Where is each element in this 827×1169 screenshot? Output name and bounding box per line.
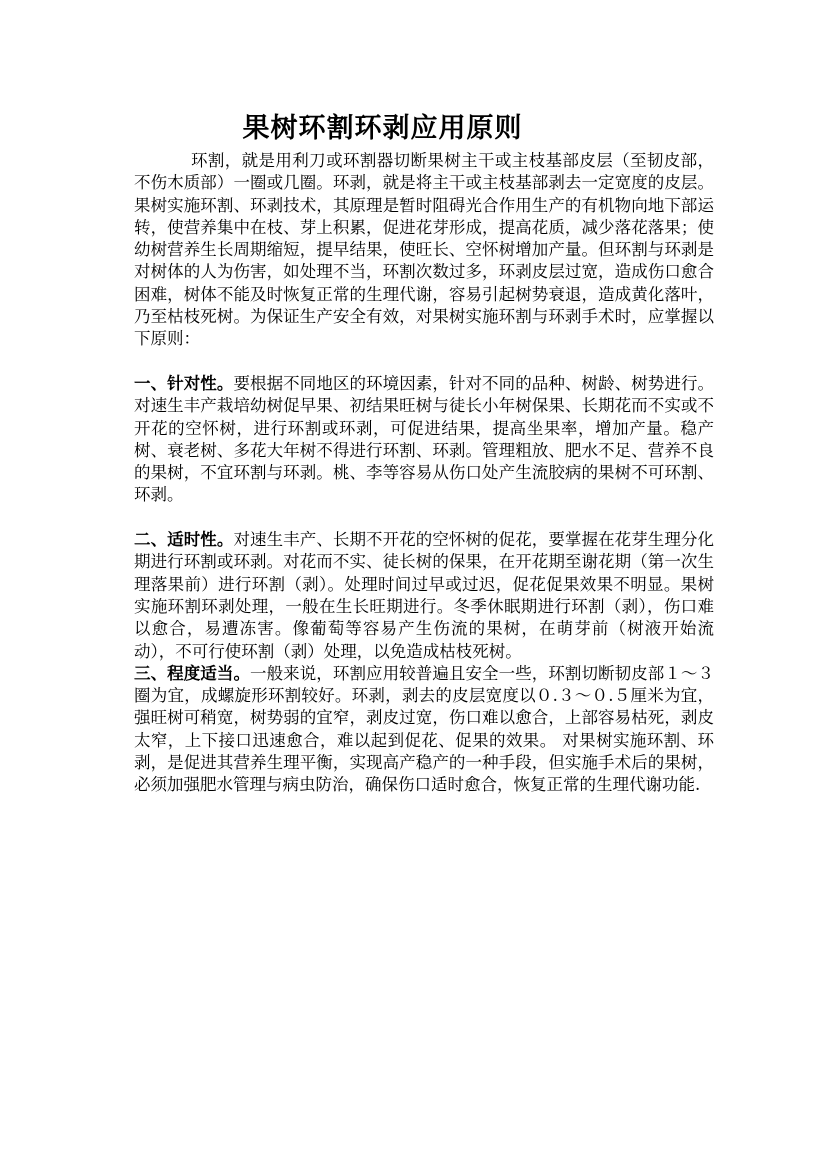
section-text-degree: 一般来说，环割应用较普遍且安全一些，环割切断韧皮部１～３圈为宜，成螺旋形环割较好。环剥，剥去的皮层宽度以０.３～０.５厘米为宜，强旺树可稍宽，树势弱的宜窄，剥皮过宽，伤口难以愈合，上部容易枯死，剥皮太窄，上下接口迅速愈合，难以起到促花、促果的效果。 对果树实施环割、环剥，是促进其营养生理平衡，实现高产稳产的一种手段，但实施手术后的果树，必须加强肥水管理与病虫防治，确保伤口适时愈合，恢复正常的生理代谢功能. (134, 663, 715, 795)
document-body (134, 150, 714, 797)
paragraph-spacer (134, 351, 714, 373)
section-text-timing: 对速生丰产、长期不开花的空怀树的促花，要掌握在花芽生理分化期进行环割或环剥。对花而不实、徒长树的保果，在开花期至谢花期（第一次生理落果前）进行环割（剥）。处理时间过早或过迟，促花促果效果不明显。果树实施环割环剥处理，一般在生长旺期进行。冬季休眠期进行环割（剥），伤口难以愈合，易遭冻害。像葡萄等容易产生伤流的果树，在萌芽前（树液开始流动），不可行使环割（剥）处理，以免造成枯枝死树。 (134, 530, 715, 661)
section-degree (134, 663, 714, 797)
document-title: 果树环割环剥应用原则 (242, 113, 523, 144)
section-heading-degree: 三、程度适当。 (134, 663, 251, 683)
section-targeting (134, 373, 714, 507)
section-timing (134, 529, 714, 663)
paragraph-spacer (134, 507, 714, 529)
section-text-targeting: 要根据不同地区的环境因素，针对不同的品种、树龄、树势进行。对速生丰产栽培幼树促早果、初结果旺树与徒长小年树保果、长期花而不实或不开花的空怀树，进行环割或环剥，可促进结果，提高坐果率，增加产量。稳产树、衰老树、多花大年树不得进行环割、环剥。管理粗放、肥水不足、营养不良的果树，不宜环割与环剥。桃、李等容易从伤口处产生流胶病的果树不可环割、环剥。 (134, 373, 715, 505)
section-heading-targeting: 一、针对性。 (134, 373, 234, 393)
intro-paragraph: 环割，就是用利刀或环割器切断果树主干或主枝基部皮层（至韧皮部，不伤木质部）一圈或几圈。环剥，就是将主干或主枝基部剥去一定宽度的皮层。果树实施环割、环剥技术，其原理是暂时阻碍光合作用生产的有机物向地下部运转，使营养集中在枝、芽上积累，促进花芽形成，提高花质，减少落花落果；使幼树营养生长周期缩短，提早结果，使旺长、空怀树增加产量。但环割与环剥是对树体的人为伤害，如处理不当，环割次数过多，环剥皮层过宽，造成伤口愈合困难，树体不能及时恢复正常的生理代谢，容易引起树势衰退，造成黄化落叶，乃至枯枝死树。为保证生产安全有效，对果树实施环割与环剥手术时，应掌握以下原则： (134, 151, 714, 349)
section-heading-timing: 二、适时性。 (134, 530, 234, 550)
